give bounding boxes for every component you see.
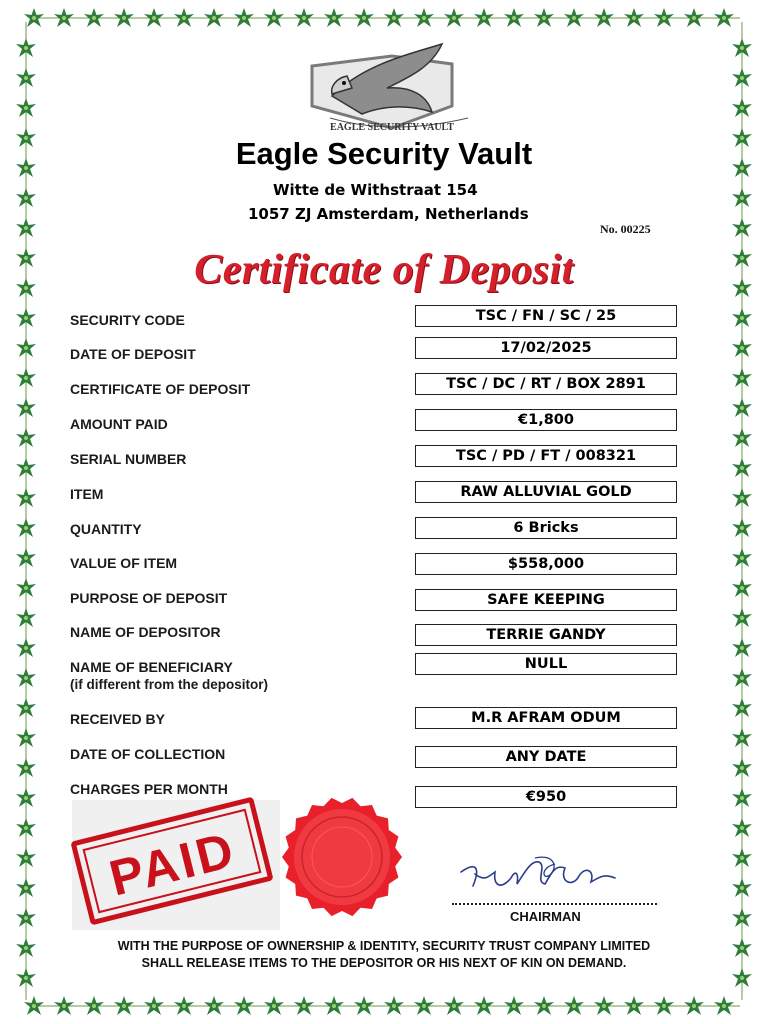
value-serial-number: TSC / PD / FT / 008321 bbox=[415, 445, 677, 467]
value-charges-per-month: €950 bbox=[415, 786, 677, 808]
beneficiary-label-text: NAME OF BENEFICIARY bbox=[70, 659, 233, 675]
label-name-of-beneficiary bbox=[70, 659, 268, 693]
value-purpose-of-deposit: SAFE KEEPING bbox=[415, 589, 677, 611]
red-seal bbox=[280, 795, 404, 919]
label-security-code: SECURITY CODE bbox=[70, 312, 185, 328]
footer-line-2: SHALL RELEASE ITEMS TO THE DEPOSITOR OR HIS NEXT OF KIN ON DEMAND. bbox=[141, 956, 627, 970]
label-amount-paid: AMOUNT PAID bbox=[70, 416, 168, 432]
value-date-of-deposit: 17/02/2025 bbox=[415, 337, 677, 359]
label-name-of-depositor: NAME OF DEPOSITOR bbox=[70, 624, 221, 640]
address-line-2: 1057 ZJ Amsterdam, Netherlands bbox=[248, 205, 529, 223]
value-received-by: M.R AFRAM ODUM bbox=[415, 707, 677, 729]
logo-text: EAGLE SECURITY VAULT bbox=[330, 122, 454, 133]
eagle-logo bbox=[292, 36, 492, 140]
value-quantity: 6 Bricks bbox=[415, 517, 677, 539]
value-item: RAW ALLUVIAL GOLD bbox=[415, 481, 677, 503]
label-certificate-of-deposit: CERTIFICATE OF DEPOSIT bbox=[70, 381, 251, 397]
label-value-of-item: VALUE OF ITEM bbox=[70, 555, 178, 571]
label-serial-number: SERIAL NUMBER bbox=[70, 451, 187, 467]
paid-stamp-text: PAID bbox=[103, 821, 242, 907]
company-name: Eagle Security Vault bbox=[235, 136, 533, 171]
signature-line bbox=[452, 903, 657, 905]
value-security-code: TSC / FN / SC / 25 bbox=[415, 305, 677, 327]
value-date-of-collection: ANY DATE bbox=[415, 746, 677, 768]
value-value-of-item: $558,000 bbox=[415, 553, 677, 575]
beneficiary-sublabel: (if different from the depositor) bbox=[70, 677, 268, 692]
certificate-number: No. 00225 bbox=[600, 222, 651, 236]
label-received-by: RECEIVED BY bbox=[70, 711, 165, 727]
certificate-title: Certificate of Deposit bbox=[194, 247, 574, 293]
footer-line-1: WITH THE PURPOSE OF OWNERSHIP & IDENTITY, SECURITY TRUST COMPANY LIMITED bbox=[117, 939, 651, 953]
value-amount-paid: €1,800 bbox=[415, 409, 677, 431]
address-line-1: Witte de Withstraat 154 bbox=[273, 181, 478, 199]
label-purpose-of-deposit: PURPOSE OF DEPOSIT bbox=[70, 590, 228, 606]
value-name-of-depositor: TERRIE GANDY bbox=[415, 624, 677, 646]
label-item: ITEM bbox=[70, 486, 104, 502]
label-quantity: QUANTITY bbox=[70, 521, 142, 537]
label-date-of-deposit: DATE OF DEPOSIT bbox=[70, 346, 196, 362]
label-date-of-collection: DATE OF COLLECTION bbox=[70, 746, 226, 762]
seal-center bbox=[294, 809, 390, 905]
chairman-label: CHAIRMAN bbox=[510, 909, 581, 924]
label-charges-per-month: CHARGES PER MONTH bbox=[70, 781, 228, 797]
value-name-of-beneficiary: NULL bbox=[415, 653, 677, 675]
value-certificate-of-deposit: TSC / DC / RT / BOX 2891 bbox=[415, 373, 677, 395]
chairman-signature bbox=[455, 852, 635, 908]
